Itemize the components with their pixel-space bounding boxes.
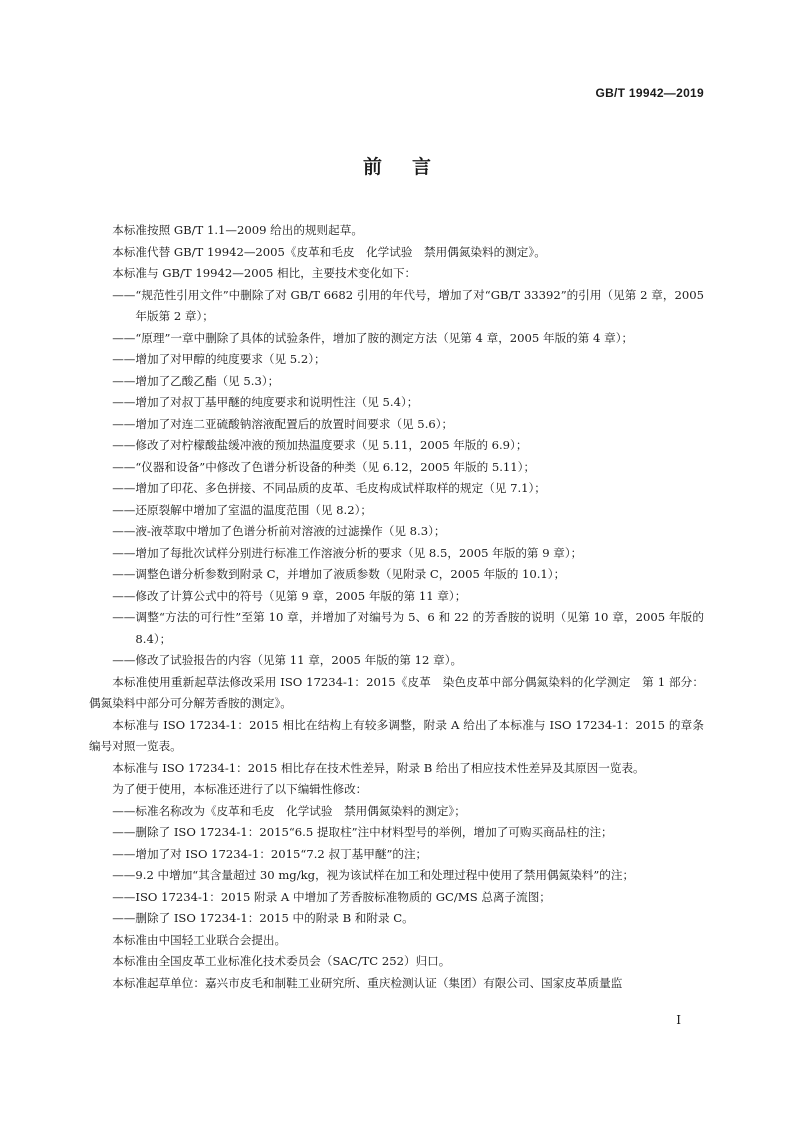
- list-item: ——删除了 ISO 17234-1：2015 中的附录 B 和附录 C。: [112, 911, 414, 925]
- document-body: [89, 220, 704, 994]
- list-item: ——增加了对甲醇的纯度要求（见 5.2）；: [112, 352, 326, 366]
- list-item: ——还原裂解中增加了室温的温度范围（见 8.2）；: [112, 502, 372, 517]
- list-item: ——修改了试验报告的内容（见第 11 章，2005 年版的第 12 章）。: [112, 653, 463, 667]
- list-item: ——标准名称改为《皮革和毛皮 化学试验 禁用偶氮染料的测定》；: [112, 803, 466, 818]
- list-item: ——增加了每批次试样分别进行标准工作溶液分析的要求（见 8.5，2005 年版的第 9 章）；: [112, 545, 583, 560]
- paragraph: 本标准使用重新起草法修改采用 ISO 17234-1：2015《皮革 染色皮革中部分偶氮染料的化学测定 第 1 部分：偶氮染料中部分可分解芳香胺的测定》。: [89, 674, 704, 710]
- list-item: ——增加了对 ISO 17234-1：2015“7.2 叔丁基甲醚”的注；: [112, 846, 428, 861]
- page-title: 前言: [362, 156, 461, 178]
- paragraph: 本标准与 ISO 17234-1：2015 相比在结构上有较多调整，附录 A 给出了本标准与 ISO 17234-1：2015 的章条编号对照一览表。: [89, 717, 704, 753]
- paragraph: 为了便于使用，本标准还进行了以下编辑性修改：: [112, 782, 368, 796]
- paragraph: 本标准由中国轻工业联合会提出。: [112, 932, 287, 947]
- list-item: ——“原理”一章中删除了具体的试验条件，增加了胺的测定方法（见第 4 章，2005 年版的第 4 章）；: [112, 330, 634, 345]
- page-number: I: [676, 1013, 681, 1027]
- list-item: ——“仪器和设备”中修改了色谱分析设备的种类（见 6.12，2005 年版的 5.11）；: [112, 459, 536, 474]
- paragraph: 本标准按照 GB/T 1.1—2009 给出的规则起草。: [112, 223, 363, 237]
- list-item: ——修改了计算公式中的符号（见第 9 章，2005 年版的第 11 章）；: [112, 588, 467, 603]
- paragraph: 本标准由全国皮革工业标准化技术委员会（SAC/TC 252）归口。: [112, 954, 451, 968]
- list-item: ——调整色谱分析参数到附录 C，并增加了液质参数（见附录 C，2005 年版的 10.1）；: [112, 567, 566, 581]
- paragraph: 本标准代替 GB/T 19942—2005《皮革和毛皮 化学试验 禁用偶氮染料的测定》。: [112, 244, 546, 259]
- list-item: ——增加了对连二亚硫酸钠溶液配置后的放置时间要求（见 5.6）；: [112, 416, 454, 431]
- list-item: ——增加了对叔丁基甲醚的纯度要求和说明性注（见 5.4）；: [112, 395, 419, 409]
- list-item: ——修改了对柠檬酸盐缓冲液的预加热温度要求（见 5.11，2005 年版的 6.9）；: [112, 438, 528, 452]
- standard-code: GB/T 19942—2019: [595, 86, 704, 100]
- list-item: ——删除了 ISO 17234-1：2015“6.5 提取柱”注中材料型号的举例，增加了可购买商品柱的注；: [112, 825, 613, 839]
- list-item: ——ISO 17234-1：2015 附录 A 中增加了芳香胺标准物质的 GC/MS 总离子流图；: [112, 889, 551, 904]
- list-item: ——调整“方法的可行性”至第 10 章，并增加了对编号为 5、6 和 22 的芳香胺的说明（见第 10 章，2005 年版的 8.4）；: [112, 610, 704, 646]
- list-item: ——增加了乙酸乙酯（见 5.3）；: [112, 373, 280, 388]
- list-item: ——液-液萃取中增加了色谱分析前对溶液的过滤操作（见 8.3）；: [112, 524, 446, 538]
- list-item: ——增加了印花、多色拼接、不同品质的皮革、毛皮构成试样取样的规定（见 7.1）；: [112, 481, 546, 495]
- paragraph: 本标准与 ISO 17234-1：2015 相比存在技术性差异，附录 B 给出了相应技术性差异及其原因一览表。: [112, 760, 645, 775]
- paragraph: 本标准与 GB/T 19942—2005 相比，主要技术变化如下：: [112, 266, 417, 280]
- list-item: ——9.2 中增加“其含量超过 30 mg/kg，视为该试样在加工和处理过程中使用了禁用偶氮染料”的注；: [112, 868, 635, 882]
- paragraph: 本标准起草单位：嘉兴市皮毛和制鞋工业研究所、重庆检测认证（集团）有限公司、国家皮革质量监: [112, 975, 623, 990]
- list-item: ——“规范性引用文件”中删除了对 GB/T 6682 引用的年代号，增加了对“GB/T 33392”的引用（见第 2 章，2005 年版第 2 章）；: [112, 287, 704, 323]
